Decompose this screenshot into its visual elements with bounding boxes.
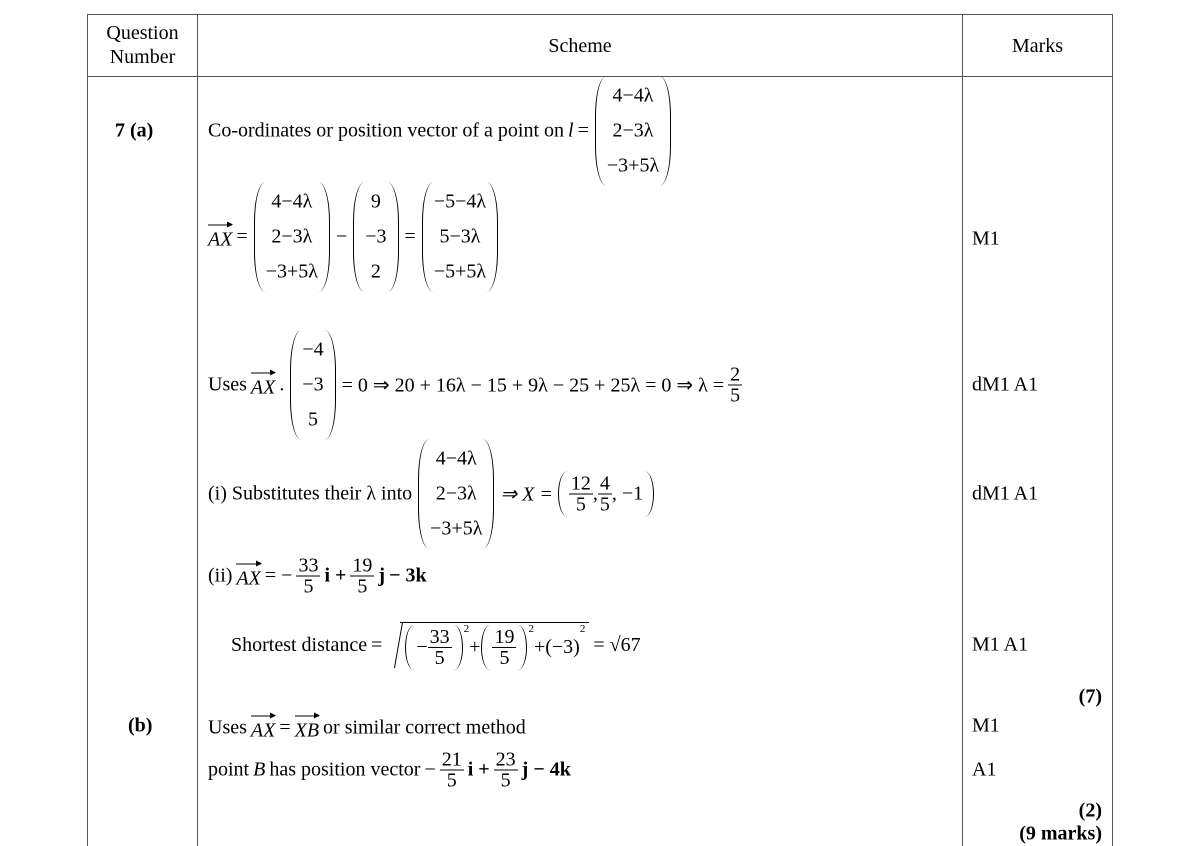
numerator: 4 xyxy=(599,472,610,495)
text: has position vector xyxy=(269,758,421,781)
matrix-entry: −3+5λ xyxy=(606,154,660,177)
fraction xyxy=(296,556,320,597)
equals: = xyxy=(404,225,416,248)
z-coordinate: , −1 xyxy=(611,482,644,505)
table-top-border xyxy=(87,14,1113,15)
matrix-entry: −5+5λ xyxy=(433,260,487,283)
scheme-line-b-method xyxy=(208,714,530,743)
vector-xb: XB xyxy=(295,714,319,743)
scheme-line-position-vector xyxy=(208,77,677,186)
plus: + xyxy=(469,636,481,658)
mark-dm1-a1: dM1 A1 xyxy=(972,373,1039,396)
exponent: 2 xyxy=(579,623,586,635)
denominator: 5 xyxy=(730,384,741,407)
matrix-entry: −3 xyxy=(365,225,387,248)
line-symbol: l xyxy=(568,119,574,142)
numerator: 23 xyxy=(495,748,516,771)
result: = √67 xyxy=(593,633,641,656)
minus: − xyxy=(416,636,428,658)
fraction xyxy=(428,627,452,668)
numerator: 21 xyxy=(441,748,462,771)
numerator: 2 xyxy=(730,363,741,386)
scheme-line-shortest-distance xyxy=(231,622,645,668)
denominator: 5 xyxy=(303,575,314,598)
numerator: 19 xyxy=(494,626,515,648)
fraction xyxy=(598,474,612,515)
part-b-label: (b) xyxy=(128,714,153,737)
header-question-text: Question xyxy=(106,22,179,44)
fraction xyxy=(494,750,518,791)
equals: = xyxy=(577,119,589,142)
text: Uses xyxy=(208,373,247,396)
mark-a1: A1 xyxy=(972,758,997,781)
numerator: 12 xyxy=(570,472,591,495)
matrix-entry: 2−3λ xyxy=(271,225,313,248)
denominator: 5 xyxy=(575,493,586,516)
mark-dm1-a1: dM1 A1 xyxy=(972,482,1039,505)
k-component: − 3k xyxy=(389,564,427,587)
i-component: i + xyxy=(467,758,490,781)
vector-ax: AX xyxy=(208,223,232,252)
fraction xyxy=(440,750,464,791)
exponent: 2 xyxy=(528,623,534,635)
matrix-entry: −3+5λ xyxy=(430,517,483,540)
i-component: i + xyxy=(324,564,347,587)
point-b: B xyxy=(253,758,266,781)
bracket-term xyxy=(480,627,528,668)
header-number-text: Number xyxy=(109,46,176,68)
matrix-entry: −3 xyxy=(302,373,324,396)
denominator: 5 xyxy=(500,769,511,792)
square-root xyxy=(400,622,589,668)
part-a-total: (7) xyxy=(1078,685,1102,708)
denominator: 5 xyxy=(599,493,610,516)
equals: = xyxy=(279,716,291,739)
bracket-term xyxy=(404,627,463,668)
lambda-fraction xyxy=(728,365,742,406)
matrix-entry: 2−3λ xyxy=(435,482,477,505)
table-right-border xyxy=(1112,14,1113,846)
text: (i) Substitutes their λ into xyxy=(208,482,413,505)
matrix-entry: 9 xyxy=(370,190,381,213)
matrix-entry: 2−3λ xyxy=(612,119,654,142)
matrix-entry: 5 xyxy=(307,408,318,431)
position-matrix xyxy=(416,440,496,549)
comma: , xyxy=(592,482,598,505)
denominator: 5 xyxy=(357,575,368,598)
scheme-line-dot-product xyxy=(208,331,746,440)
matrix-entry: −3+5λ xyxy=(265,260,318,283)
matrix-entry: 5−3λ xyxy=(439,225,481,248)
minus: − xyxy=(424,758,436,781)
text: Shortest distance xyxy=(231,633,368,656)
plus: + xyxy=(533,636,546,658)
matrix-2 xyxy=(351,183,400,292)
part-a-label: 7 (a) xyxy=(115,119,154,142)
scheme-line-b-position xyxy=(208,750,575,791)
numerator: 33 xyxy=(298,554,319,577)
matrix-entry: 4−4λ xyxy=(612,84,654,107)
matrix-entry: −5−4λ xyxy=(433,190,487,213)
mark-m1-a1: M1 A1 xyxy=(972,633,1029,656)
matrix-entry: 4−4λ xyxy=(271,190,313,213)
denominator: 5 xyxy=(499,647,510,669)
implies-x: ⇒ X = xyxy=(500,483,553,506)
scheme-line-ax-ijk xyxy=(208,556,431,597)
position-matrix xyxy=(593,77,673,186)
text: Uses xyxy=(208,716,247,739)
vector-ax: AX xyxy=(236,562,260,591)
header-question-number xyxy=(88,21,197,69)
mark-m1: M1 xyxy=(972,227,1000,250)
equation: = 0 ⇒ 20 + 16λ − 15 + 9λ − 25 + 25λ = 0 ⇒ λ = xyxy=(341,374,725,397)
header-scheme: Scheme xyxy=(548,35,612,57)
fraction xyxy=(569,474,593,515)
column-divider-1 xyxy=(197,14,198,846)
text: point xyxy=(208,758,250,781)
mark-m1: M1 xyxy=(972,714,1000,737)
jk-components: j − 4k xyxy=(521,758,571,781)
scheme-line-substitute xyxy=(208,440,659,549)
scheme-line-ax-vector xyxy=(208,183,504,292)
minus: − xyxy=(335,225,348,248)
label: (ii) xyxy=(208,564,233,587)
fraction xyxy=(492,627,516,668)
equals: = xyxy=(371,633,383,656)
matrix-entry: 4−4λ xyxy=(435,447,477,470)
point-x-coordinates xyxy=(557,474,655,515)
text: Co-ordinates or position vector of a point on xyxy=(208,119,565,142)
vector-ax: AX xyxy=(251,371,275,400)
equals: = − xyxy=(264,564,293,587)
question-total: (9 marks) xyxy=(1019,822,1102,845)
equals: = xyxy=(236,225,248,248)
vector-ax: AX xyxy=(251,714,275,743)
text: or similar correct method xyxy=(323,716,526,739)
denominator: 5 xyxy=(434,647,445,669)
dot: . xyxy=(279,373,285,396)
numerator: 19 xyxy=(352,554,373,577)
denominator: 5 xyxy=(446,769,457,792)
table-left-border xyxy=(87,14,88,846)
matrix-entry: 2 xyxy=(370,260,381,283)
direction-matrix xyxy=(288,331,337,440)
term: (−3) xyxy=(545,636,580,658)
matrix-1 xyxy=(252,183,332,292)
numerator: 33 xyxy=(429,626,450,648)
column-divider-2 xyxy=(962,14,963,846)
matrix-3 xyxy=(420,183,500,292)
exponent: 2 xyxy=(463,623,470,635)
j-component: j xyxy=(378,564,386,587)
fraction xyxy=(350,556,374,597)
header-marks: Marks xyxy=(1011,35,1064,57)
matrix-entry: −4 xyxy=(302,338,324,361)
part-b-total: (2) xyxy=(1078,799,1102,822)
